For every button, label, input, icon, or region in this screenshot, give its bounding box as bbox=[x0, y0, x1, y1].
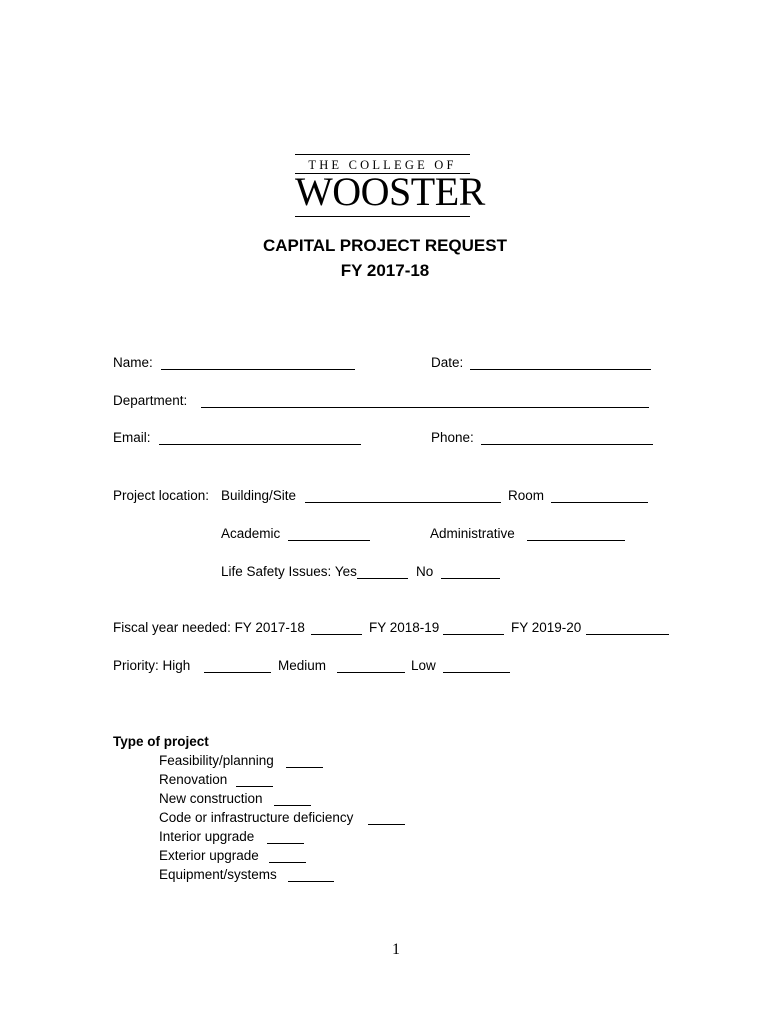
building-site-label: Building/Site bbox=[221, 488, 297, 503]
name-label: Name: bbox=[113, 355, 153, 370]
room-label: Room bbox=[508, 488, 545, 503]
priority-medium-label: Medium bbox=[278, 658, 327, 673]
type-item-field[interactable] bbox=[236, 786, 273, 787]
life-safety-no-label: No bbox=[416, 564, 434, 579]
fy-2017-field[interactable] bbox=[311, 634, 362, 635]
type-item-label: Equipment/systems bbox=[159, 867, 277, 882]
life-safety-yes-field[interactable] bbox=[357, 578, 408, 579]
logo-top-rule bbox=[295, 154, 470, 155]
fiscal-year-label: Fiscal year needed: FY 2017-18 bbox=[113, 620, 305, 635]
type-item-field[interactable] bbox=[269, 862, 306, 863]
email-label: Email: bbox=[113, 430, 151, 445]
fy-2018-field[interactable] bbox=[443, 634, 504, 635]
administrative-field[interactable] bbox=[527, 540, 625, 541]
form-subtitle: FY 2017-18 bbox=[340, 261, 430, 280]
logo-bottom-rule bbox=[295, 216, 470, 217]
type-item-field[interactable] bbox=[274, 805, 311, 806]
college-logo bbox=[295, 154, 485, 218]
priority-high-field[interactable] bbox=[204, 672, 271, 673]
priority-medium-field[interactable] bbox=[337, 672, 405, 673]
building-site-field[interactable] bbox=[305, 502, 501, 503]
priority-high-label: Priority: High bbox=[113, 658, 191, 673]
administrative-label: Administrative bbox=[430, 526, 515, 541]
room-field[interactable] bbox=[551, 502, 648, 503]
type-item-field[interactable] bbox=[286, 767, 323, 768]
academic-field[interactable] bbox=[288, 540, 370, 541]
fy-2019-label: FY 2019-20 bbox=[511, 620, 582, 635]
email-field[interactable] bbox=[159, 444, 361, 445]
type-item-label: New construction bbox=[159, 791, 263, 806]
fy-2018-label: FY 2018-19 bbox=[369, 620, 440, 635]
life-safety-no-field[interactable] bbox=[441, 578, 500, 579]
phone-label: Phone: bbox=[431, 430, 474, 445]
type-item-label: Code or infrastructure deficiency bbox=[159, 810, 354, 825]
department-field[interactable] bbox=[201, 407, 649, 408]
type-item-label: Feasibility/planning bbox=[159, 753, 274, 768]
phone-field[interactable] bbox=[481, 444, 653, 445]
department-label: Department: bbox=[113, 393, 188, 408]
date-field[interactable] bbox=[470, 369, 651, 370]
priority-low-field[interactable] bbox=[443, 672, 510, 673]
life-safety-label: Life Safety Issues: Yes bbox=[221, 564, 357, 579]
form-title: CAPITAL PROJECT REQUEST bbox=[262, 236, 507, 255]
project-location-label: Project location: bbox=[113, 488, 210, 503]
logo-line-2: WOOSTER bbox=[295, 169, 485, 214]
fy-2019-field[interactable] bbox=[586, 634, 669, 635]
priority-low-label: Low bbox=[411, 658, 436, 673]
logo-line-1: THE COLLEGE OF bbox=[308, 158, 457, 172]
type-item-label: Interior upgrade bbox=[159, 829, 255, 844]
type-item-label: Renovation bbox=[159, 772, 228, 787]
type-of-project-heading: Type of project bbox=[113, 734, 209, 749]
type-item-label: Exterior upgrade bbox=[159, 848, 259, 863]
name-field[interactable] bbox=[161, 369, 355, 370]
type-item-field[interactable] bbox=[368, 824, 405, 825]
page-number: 1 bbox=[392, 941, 400, 958]
type-item-field[interactable] bbox=[288, 881, 334, 882]
academic-label: Academic bbox=[221, 526, 281, 541]
date-label: Date: bbox=[431, 355, 464, 370]
type-item-field[interactable] bbox=[267, 843, 304, 844]
